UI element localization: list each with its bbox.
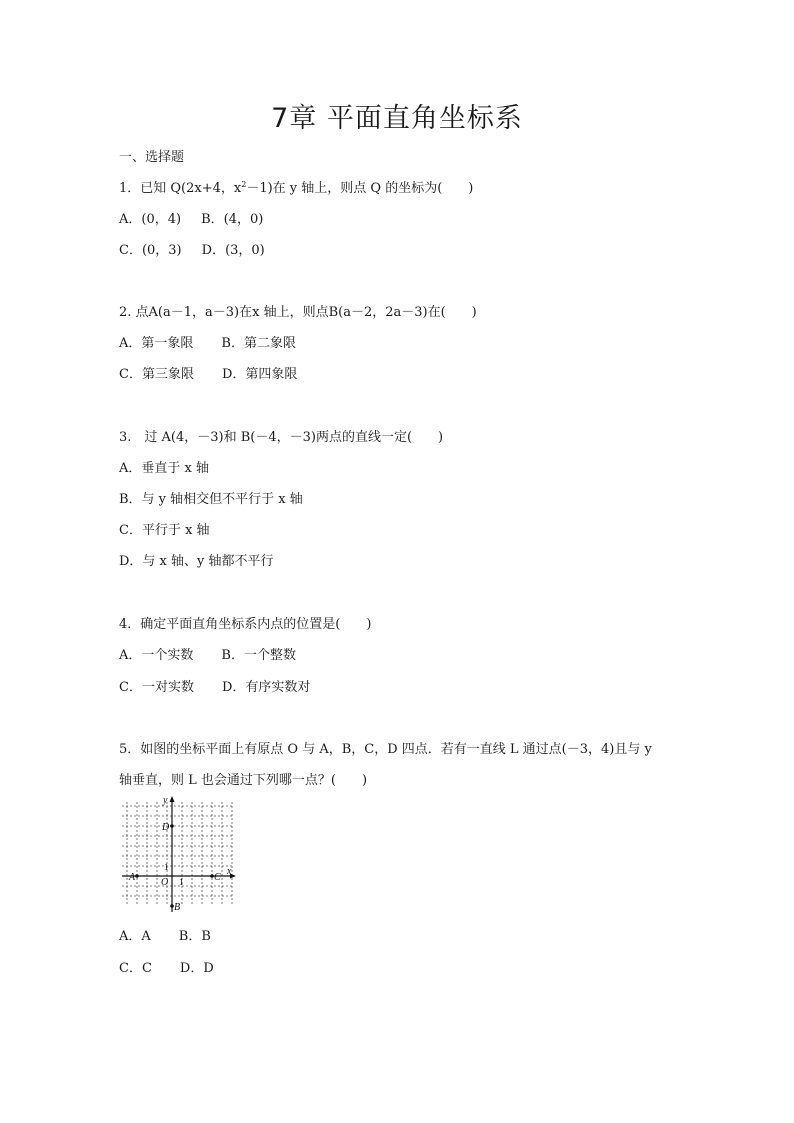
point-b-label: B <box>174 902 181 913</box>
question-1-exponent: 2 <box>241 180 247 189</box>
question-2-option-c[interactable]: C．第三象限 <box>119 367 194 382</box>
section-heading: 一、选择题 <box>119 150 185 165</box>
question-1-option-d[interactable]: D．(3，0) <box>201 243 265 258</box>
coordinate-grid-svg <box>118 794 238 914</box>
question-4-options-row1 <box>119 644 296 663</box>
question-3-option-b[interactable]: B．与 y 轴相交但不平行于 x 轴 <box>119 492 303 507</box>
question-4-stem: 4．确定平面直角坐标系内点的位置是( ) <box>119 617 372 632</box>
question-5-stem-line1: 5．如图的坐标平面上有原点 O 与 A，B，C，D 四点．若有一直线 L 通过点(－3，4)且与 y <box>119 742 652 757</box>
question-2-options-row2 <box>119 363 297 382</box>
question-4-option-c[interactable]: C．一对实数 <box>119 680 194 695</box>
y-axis-arrow-icon <box>170 796 175 802</box>
question-4-option-d[interactable]: D．有序实数对 <box>221 680 311 695</box>
question-1-options-row2 <box>119 239 265 258</box>
origin-label: O <box>161 877 169 888</box>
question-1-options-row1 <box>119 208 263 227</box>
x-unit-label: 1 <box>179 877 184 887</box>
question-4-option-a[interactable]: A．一个实数 <box>119 648 194 663</box>
point-a-marker <box>135 874 139 878</box>
question-2-option-d[interactable]: D．第四象限 <box>221 367 298 382</box>
question-2-option-b[interactable]: B．第二象限 <box>221 336 296 351</box>
question-2-option-a[interactable]: A．第一象限 <box>119 336 194 351</box>
question-5-option-b[interactable]: B．B <box>178 929 211 944</box>
question-3-option-a[interactable]: A．垂直于 x 轴 <box>119 461 209 476</box>
page-title: 7章 平面直角坐标系 <box>271 103 523 134</box>
question-5-options-row2 <box>119 957 214 976</box>
question-3-stem: 3. 过 A(4，－3)和 B(－4，－3)两点的直线一定( ) <box>119 430 444 445</box>
point-d-marker <box>170 824 174 828</box>
point-a-label: A <box>129 872 136 883</box>
question-1-option-b[interactable]: B．(4，0) <box>201 212 264 227</box>
question-5-option-a[interactable]: A．A <box>119 929 151 944</box>
question-5-stem-line2: 轴垂直，则 L 也会通过下列哪一点？( ) <box>119 773 368 788</box>
question-3-option-d[interactable]: D．与 x 轴、y 轴都不平行 <box>119 554 274 569</box>
question-5-option-d[interactable]: D．D <box>179 961 214 976</box>
x-axis-label: x <box>227 866 232 877</box>
y-unit-label: 1 <box>164 862 169 872</box>
question-4-option-b[interactable]: B．一个整数 <box>221 648 296 663</box>
point-c-label: C <box>214 872 221 883</box>
question-2-stem: 2. 点A(a－1，a－3)在x 轴上，则点B(a－2，2a－3)在( ) <box>119 305 477 320</box>
y-axis-label: y <box>163 795 168 806</box>
question-1-stem-part2: －1)在 y 轴上，则点 Q 的坐标为( ) <box>246 181 474 196</box>
point-d-label: D <box>162 822 170 833</box>
question-1-option-a[interactable]: A．(0，4) <box>119 212 182 227</box>
question-4-options-row2 <box>119 676 310 695</box>
question-1-stem-part1: 1．已知 Q(2x+4，x <box>119 181 242 196</box>
question-1-stem <box>119 177 473 196</box>
question-3-option-c[interactable]: C．平行于 x 轴 <box>119 523 210 538</box>
question-1-option-c[interactable]: C．(0，3) <box>119 243 182 258</box>
question-5-option-c[interactable]: C．C <box>119 961 152 976</box>
question-5-options-row1 <box>119 925 211 944</box>
question-2-options-row1 <box>119 332 296 351</box>
grid-lines <box>122 802 234 904</box>
coordinate-grid-figure <box>118 794 238 914</box>
